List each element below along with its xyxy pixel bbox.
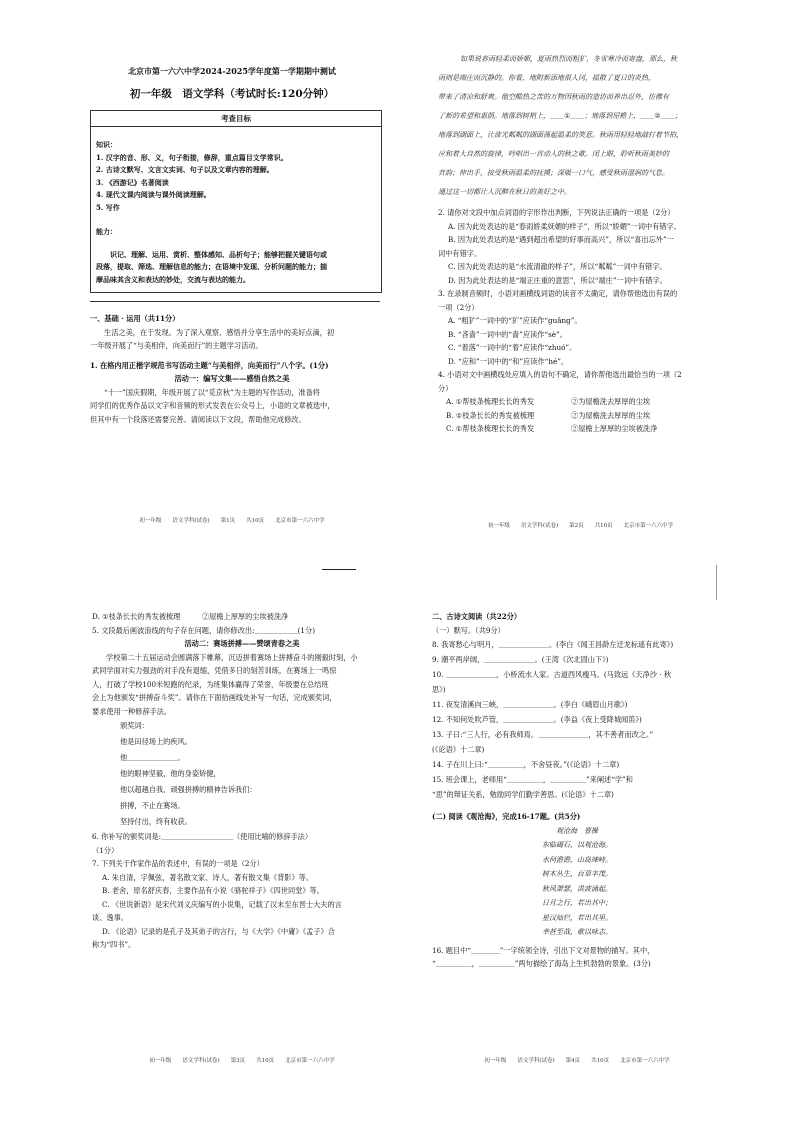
question-4-option: A. ①帮枝条梳理长长的秀发 <box>446 397 535 406</box>
question-3-option: B. “吝啬”一词中的“啬”应读作“sè”。 <box>448 329 567 339</box>
award-line: 坚持付出，终有收获。 <box>120 817 192 826</box>
award-line: 他的眼神坚毅，他的身姿矫健， <box>120 769 221 778</box>
question-4-option: ②为屋檐洗去厚厚的尘埃 <box>571 397 651 406</box>
passage-line: 如果说春雨轻柔而娇媚，夏雨热烈而粗犷，冬雪寒冷而寄盎，那么，秋 <box>460 55 677 63</box>
question-4-option: B. ①枝条长长的秀发被梳理 <box>446 410 535 420</box>
question-2-stem: 2. 请你对文段中加点词语的字形作出判断，下列说法正确的一项是（2分） <box>438 208 675 217</box>
objectives-box <box>90 110 382 293</box>
activity2-line: 要求使用一种修辞手法。 <box>92 706 172 716</box>
poem-line: 树木丛生，百草丰茂。 <box>542 870 612 878</box>
knowledge-item: 2. 古诗文默写、文言文实词、句子以及文章内容的理解。 <box>96 165 274 174</box>
award-line: 他是田径场上的疾风。 <box>120 737 192 746</box>
question-7-option: D. 《论语》记录的是孔子及其弟子的言行，与《大学》《中庸》《孟子》合 <box>102 926 335 936</box>
award-line: 他＿＿＿＿＿＿＿。 <box>120 753 185 762</box>
question-2-option: B. 因为此处表达的是“遇到超出希望的好事而高兴”，所以“喜出忘外”一 <box>448 235 674 244</box>
question-3-option: C. “着落”一词中的“着”应读作“zhuó”。 <box>448 343 577 352</box>
poem-line: 星汉灿烂，若出其里。 <box>542 913 612 922</box>
poem-title: 观沧海 曹操 <box>556 826 598 835</box>
passage-line: 带来了清凉和舒爽。他空酷热之苦的万物因秋雨的造访而养出忍外，仿佛有 <box>438 93 669 101</box>
exam-page-2 <box>438 50 723 535</box>
poem-line: 水何澹澹，山岛竦峙。 <box>542 855 612 864</box>
page-footer: 初一年级 语文学科(试卷) 第4页 共10页 北京市第一六六中学 <box>484 1058 670 1064</box>
poem-line: 日月之行，若出其中； <box>542 899 612 907</box>
question-6: （1分） <box>92 845 119 855</box>
knowledge-item: 4. 现代文课内阅读与课外阅读理解。 <box>96 190 211 199</box>
dictation-line: 10. ＿＿＿＿＿＿＿，小桥流水人家。古道西风瘦马。(马致远《天净沙 · 秋 <box>432 670 672 679</box>
question-5: 5. 文段最后画波浪线的句子存在问题，请你修改出:＿＿＿＿＿＿(1分) <box>92 625 315 635</box>
activity2-line: 人，打破了学校100米短跑的纪录，为班集体赢得了荣誉，年级要在总结班 <box>92 679 329 689</box>
activity1-title: 活动一：编写文集——感悟自然之美 <box>174 374 290 383</box>
page-footer: 初一年级 语文学科(试卷) 第1页 共10页 北京市第一六六中学 <box>139 518 325 524</box>
passage-line: 雨则是端庄而沉静的。你看，地附新添地很人冈，摇散了夏日的炎热， <box>438 74 655 82</box>
question-2-option: D. 因为此处表达的是“端正庄重的意思”，所以“端庄”一词中有错字。 <box>448 275 667 285</box>
poem-line: 幸甚至哉，歌以咏志。 <box>542 928 612 936</box>
dictation-line: 8. 我寄愁心与明月，＿＿＿＿＿＿＿。(李白《闻王昌龄左迁龙标遥有此寄》) <box>432 640 674 649</box>
ability-line: 段落，提取、筛选、理解信息的能力；在语境中发现、分析问题的能力；揣 <box>96 262 327 271</box>
dictation-line: 15. 班会课上，老师用“＿＿＿＿＿，＿＿＿＿＿”来阐述“学”和 <box>432 775 633 784</box>
question-7-stem: 7. 下列关于作家作品的表述中，有误的一项是（2分） <box>92 859 264 868</box>
activity1-line: 同学们的优秀作品以文字和音频的形式发表在公众号上，小语的文章被选中， <box>90 401 335 410</box>
exam-title: 初一年级 语文学科（考试时长:120分钟） <box>129 88 335 100</box>
question-7-option: B. 老舍，原名舒庆春，主要作品有小说《骆驼祥子》《四世同堂》等。 <box>102 886 324 895</box>
dictation-line: 9. 潮平两岸阔，＿＿＿＿＿＿＿。(王湾《次北固山下》) <box>432 655 609 664</box>
knowledge-item: 3. 《西游记》名著阅读 <box>96 177 169 187</box>
exam-page-3 <box>92 600 392 1070</box>
section2-title: 二、古诗文阅读（共22分） <box>432 612 522 621</box>
activity1-line: 但其中有一个段落还需要完善。请阅读以下文段，帮助他完成修改。 <box>90 414 306 424</box>
question-3-stem: 一项（2分） <box>438 302 479 312</box>
section1-title: 一、基础 · 运用（共11分） <box>90 314 180 323</box>
question-4-option-d: D. ①枝条长长的秀发被梳理 ②屋檐上厚厚的尘埃被洗净 <box>92 612 289 621</box>
knowledge-label: 知识： <box>96 140 117 149</box>
passage-line: 通过这一切都让人沉醉在秋日的美好之中。 <box>438 188 571 196</box>
passage-line: 地落到湖面上，让波光粼粼的湖面荡起温柔的笑意。秋雨用轻轻地敲打着节拍， <box>438 131 683 139</box>
question-16: 16. 题目中“＿＿＿＿”一字统领全诗，引出下文对景物的描写。其中， <box>432 945 655 955</box>
question-4-option: ②为屋檐洗去厚厚的尘埃 <box>571 410 651 420</box>
passage-line: 应和着大自然的旋律，吟唱出一首动人的秋之歌。闭上眼，聆听秋雨美妙的 <box>438 150 669 158</box>
question-3-option: D. “应和”一词中的“和”应读作“hé”。 <box>448 356 569 366</box>
page-footer: 初一年级 语文学科(试卷) 第2页 共10页 北京市第一六六中学 <box>487 523 674 529</box>
question-1: 1. 在格内用正楷字规范书写活动主题“与美相伴，向美而行”八个字。(1分) <box>90 360 329 370</box>
dictation-line: “思”的辩证关系，勉励同学们勤学善思。(《论语》十二章) <box>432 790 614 799</box>
question-4-stem: 4. 小语对文中画横线处应填入的语句不确定，请你帮他选出最恰当的一项（2 <box>438 370 682 379</box>
question-7-option: A. 朱自清，字佩弦，著名散文家、诗人，著有散文集《背影》等。 <box>102 872 314 882</box>
question-7-option: 称为“四书”。 <box>92 940 136 949</box>
question-2-option: 词中有错字。 <box>438 248 482 258</box>
dictation-line: 思》) <box>432 685 446 694</box>
passage-line: 了新的希望和惠荫。地落到树梢上，＿＿①＿＿；地落到屋檐上，＿＿②＿＿； <box>438 112 682 120</box>
subsection1-title: （一）默写。（共9分） <box>432 625 505 635</box>
school-title: 北京市第一六六中学2024-2025学年度第一学期期中测试 <box>128 66 336 76</box>
scan-artifact <box>322 569 356 570</box>
activity2-line: 会上为他颁发“拼搏奋斗奖”。请你在下面拾画线处补写一句话，完成颁奖词， <box>92 693 337 702</box>
award-title: 颁奖词： <box>120 721 149 730</box>
activity2-line: 学校第二十五届运动会圆满落下帷幕，沉迈拼着赛场上拼搏奋斗的刚毅时刻，小 <box>106 652 358 662</box>
activity2-line: 武同学面对实力强劲的对手没有退缩，凭借多日的刻苦训练，在赛场上一鸣惊 <box>92 666 337 675</box>
ability-line: 识记、理解、运用、赏析、整体感知、品析句子；能够把握关键语句或 <box>110 249 327 259</box>
divider <box>90 301 380 302</box>
intro-line: 一年级开展了“与美相伴，向美而行”的主题学习活动。 <box>90 341 263 350</box>
question-4-option: ②屋檐上厚厚的尘埃被洗净 <box>571 424 658 433</box>
dictation-line: 14. 子在川上曰:“＿＿＿＿＿，不舍昼夜。”(《论语》十二章) <box>432 760 620 769</box>
exam-page-4 <box>432 600 722 1070</box>
objectives-header: 考查目标 <box>91 111 381 127</box>
ability-line: 摩品味其含义和表达的妙处，交流与表达的能力。 <box>96 274 250 284</box>
knowledge-item: 1. 汉字的音、形、义，句子衔接，修辞，重点篇目文学常识。 <box>96 152 288 162</box>
question-2-option: A. 因为此处表达的是“春雨娇柔妩媚的样子”，所以“娇媚”一词中有错字。 <box>448 221 681 231</box>
dictation-line: 11. 夜发清溪向三峡，＿＿＿＿＿＿＿。(李白《峨眉山月歌》) <box>432 700 628 709</box>
activity2-title: 活动二：赛场拼搏——赞颂青春之美 <box>184 639 300 648</box>
question-3-stem: 3. 在录制音频时，小语对画横线词语的读音不太确定，请你帮他选出有误的 <box>438 289 678 298</box>
exam-page-1 <box>82 60 382 530</box>
intro-line: 生活之美，在于发现。为了深入观察、感悟并分享生活中的美好点滴，初 <box>104 327 335 337</box>
activity1-line: “十一”国庆假期，年级开展了以“觅京秋”为主题的写作活动，准备将 <box>104 387 320 397</box>
award-line: 他以超越自我、顽强拼搏的精神告诉我们： <box>120 785 257 794</box>
subsection2-title: (二) 阅读《观沧海》，完成16-17题。(共5分) <box>432 812 581 821</box>
dictation-line: 12. 不知何处吹芦管，＿＿＿＿＿＿＿。(李益《夜上受降城闻笛》) <box>432 715 642 724</box>
knowledge-item: 5. 写作 <box>96 202 120 212</box>
award-line: 拼搏，不止在赛场。 <box>120 801 185 810</box>
question-4-stem: 分） <box>438 383 453 393</box>
question-4-options <box>438 395 723 436</box>
ability-label: 能力： <box>96 227 117 236</box>
question-3-option: A. “粗犷”一词中的“犷”应读作“guǎng”。 <box>448 316 582 325</box>
question-7-option: C. 《世说新语》是宋代刘义庆编写的小说集，记载了汉末至东晋士大夫的言 <box>102 899 342 909</box>
question-16: “＿＿＿＿＿，＿＿＿＿＿”两句描绘了海岛上生机勃勃的景象。(3分) <box>432 959 651 968</box>
passage-line: 音韵；伸出手，接受秋雨温柔的抚摸；深吸一口气，感受秋雨湿润的气息。 <box>438 169 669 177</box>
dictation-line: (《论语》十二章) <box>432 745 485 754</box>
question-7-option: 谈、逸事。 <box>92 913 128 922</box>
question-2-option: C. 因为此处表达的是“水流清澈的样子”，所以“粼粼”一词中有错字。 <box>448 262 667 271</box>
question-6: 6. 你补写的颁奖词是:＿＿＿＿＿＿＿＿＿＿（使用比喻的修辞手法） <box>92 832 313 841</box>
dictation-line: 13. 子曰:“三人行，必有我师焉。＿＿＿＿＿＿＿，其不善者而改之。” <box>432 730 654 739</box>
page-footer: 初一年级 语文学科(试卷) 第3页 共10页 北京市第一六六中学 <box>149 1058 335 1064</box>
question-4-option: C. ①帮枝条梳理长长的秀发 <box>446 424 535 433</box>
poem-line: 秋风萧瑟，洪波涌起。 <box>542 884 612 893</box>
poem-line: 东临碣石，以观沧海。 <box>542 841 612 849</box>
